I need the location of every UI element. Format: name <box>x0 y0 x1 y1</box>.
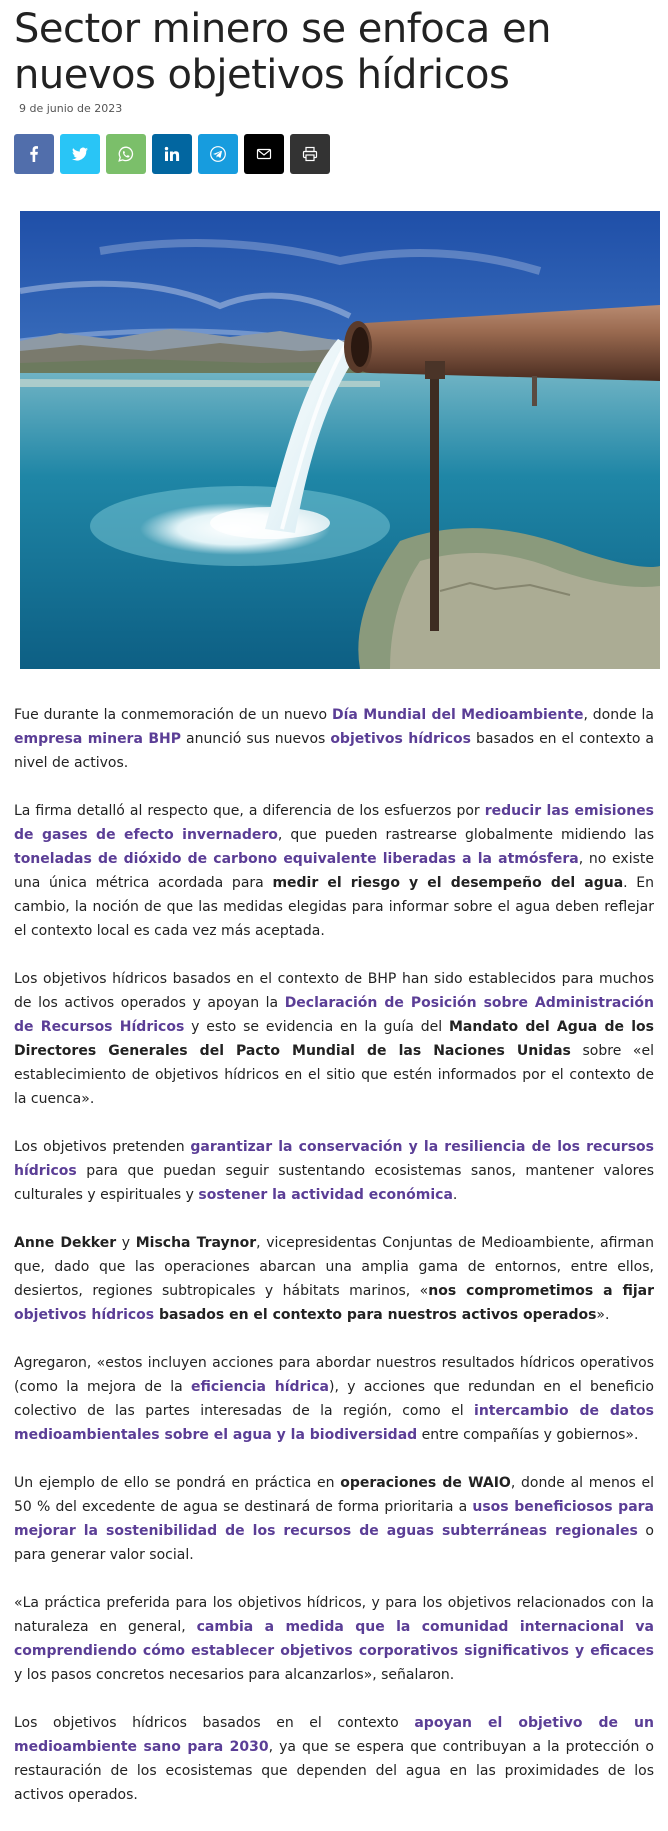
text: Los objetivos hídricos basados en el contexto <box>14 1715 415 1731</box>
twitter-share-button[interactable] <box>60 134 100 174</box>
text: , vicepresidentas Conjuntas de Medioambiente, afirman que, dado que las operaciones abarcan una amplia gama de entornos, entre ellos, desiertos, regiones subtropicales y hábitats marinos, « <box>14 1235 654 1299</box>
link-empresa-minera-bhp[interactable]: empresa minera BHP <box>14 731 181 747</box>
text: Los objetivos pretenden <box>14 1139 191 1155</box>
text: «La práctica preferida para los objetivos hídricos, y para los objetivos relacionados con la naturaleza en general, <box>14 1595 654 1635</box>
paragraph-7 <box>14 1471 654 1567</box>
article-date: 9 de junio de 2023 <box>19 102 123 115</box>
link-garantizar-conservacion[interactable]: garantizar la conservación y la resiliencia de los recursos hídricos <box>14 1139 654 1179</box>
share-bar <box>14 134 330 174</box>
facebook-icon <box>26 146 42 162</box>
link-reducir-emisiones[interactable]: reducir las emisiones de gases de efecto invernadero <box>14 803 654 843</box>
text: ), y acciones que redundan en el beneficio colectivo de las partes interesadas de la región, como el <box>14 1379 654 1419</box>
text: anunció sus nuevos <box>180 731 331 747</box>
paragraph-3 <box>14 967 654 1111</box>
text: y esto se evidencia en la guía del <box>184 1019 449 1035</box>
text: para que puedan seguir sustentando ecosistemas sanos, mantener valores culturales y espirituales y <box>14 1163 654 1203</box>
article-title: Sector minero se enfoca en nuevos objetivos hídricos <box>14 6 551 98</box>
link-declaracion-posicion[interactable]: Declaración de Posición sobre Administración de Recursos Hídricos <box>14 995 654 1035</box>
text: Los objetivos hídricos basados en el contexto de BHP han sido establecidos para muchos de los activos operados y apoyan la <box>14 971 654 1011</box>
twitter-icon <box>72 146 88 162</box>
link-eficiencia-hidrica[interactable]: eficiencia hídrica <box>191 1379 329 1395</box>
facebook-share-button[interactable] <box>14 134 54 174</box>
print-icon <box>302 146 318 162</box>
text: y los pasos concretos necesarios para alcanzarlos», señalaron. <box>14 1667 455 1683</box>
paragraph-6 <box>14 1351 654 1447</box>
text: , donde la <box>583 707 654 723</box>
bold-text: operaciones de WAIO <box>340 1475 511 1491</box>
whatsapp-share-button[interactable] <box>106 134 146 174</box>
text: , donde al menos el 50 % del excedente de agua se destinará de forma prioritaria a <box>14 1475 654 1515</box>
text: La firma detalló al respecto que, a diferencia de los esfuerzos por <box>14 803 485 819</box>
telegram-icon <box>210 146 226 162</box>
text: , ya que se espera que contribuyan a la protección o restauración de los ecosistemas que dependen del agua en las proximidades de los activos operados. <box>14 1739 654 1803</box>
linkedin-share-button[interactable] <box>152 134 192 174</box>
link-toneladas-co2[interactable]: toneladas de dióxido de carbono equivalente liberadas a la atmósfera <box>14 851 579 867</box>
link-dia-mundial-medioambiente[interactable]: Día Mundial del Medioambiente <box>332 707 584 723</box>
water-pipe-photo <box>20 211 660 669</box>
paragraph-5 <box>14 1231 654 1327</box>
text: , no existe una única métrica acordada para <box>14 851 655 891</box>
text: basados en el contexto a nivel de activos. <box>14 731 654 771</box>
telegram-share-button[interactable] <box>198 134 238 174</box>
paragraph-8 <box>14 1591 654 1687</box>
text: o para generar valor social. <box>14 1523 654 1563</box>
article-body <box>14 703 654 1831</box>
text: . En cambio, la noción de que las medidas elegidas para informar sobre el agua deben reflejar el contexto local es cada vez más aceptada. <box>14 875 655 939</box>
link-medioambiente-sano-2030[interactable]: apoyan el objetivo de un medioambiente sano para 2030 <box>14 1715 654 1755</box>
text: ». <box>596 1307 610 1323</box>
bold-text: Mischa Traynor <box>135 1235 257 1251</box>
bold-text: nos comprometimos a fijar <box>428 1283 654 1299</box>
bold-text: Anne Dekker <box>14 1235 117 1251</box>
text: . <box>452 1187 458 1203</box>
linkedin-icon <box>164 146 180 162</box>
email-share-button[interactable] <box>244 134 284 174</box>
paragraph-1 <box>14 703 654 775</box>
link-usos-beneficiosos[interactable]: usos beneficiosos para mejorar la sostenibilidad de los recursos de aguas subterráneas regionales <box>14 1499 654 1539</box>
hero-image <box>20 211 660 669</box>
email-icon <box>256 146 272 162</box>
paragraph-4 <box>14 1135 654 1207</box>
text: , que pueden rastrearse globalmente midiendo las <box>277 827 654 843</box>
text: y <box>116 1235 136 1251</box>
link-objetivos-hidricos-2[interactable]: objetivos hídricos <box>14 1307 155 1323</box>
link-sostener-actividad[interactable]: sostener la actividad económica <box>198 1187 453 1203</box>
print-button[interactable] <box>290 134 330 174</box>
whatsapp-icon <box>118 146 134 162</box>
text: Fue durante la conmemoración de un nuevo <box>14 707 332 723</box>
link-cambia-a-medida[interactable]: cambia a medida que la comunidad internacional va comprendiendo cómo establecer objetivos corporativos significativos y eficaces <box>14 1619 654 1659</box>
text: entre compañías y gobiernos». <box>417 1427 639 1443</box>
paragraph-9 <box>14 1711 654 1807</box>
text: sobre «el establecimiento de objetivos hídricos en el sitio que estén informados por el contexto de la cuenca». <box>14 1043 654 1107</box>
paragraph-2 <box>14 799 654 943</box>
link-objetivos-hidricos[interactable]: objetivos hídricos <box>330 731 471 747</box>
text: Agregaron, «estos incluyen acciones para abordar nuestros resultados hídricos operativos (como la mejora de la <box>14 1355 654 1395</box>
bold-text: basados en el contexto para nuestros activos operados <box>154 1307 597 1323</box>
text: Un ejemplo de ello se pondrá en práctica en <box>14 1475 341 1491</box>
link-intercambio-datos[interactable]: intercambio de datos medioambientales sobre el agua y la biodiversidad <box>14 1403 654 1443</box>
bold-text: medir el riesgo y el desempeño del agua <box>272 875 624 891</box>
bold-text: Mandato del Agua de los Directores Generales del Pacto Mundial de las Naciones Unidas <box>14 1019 655 1059</box>
